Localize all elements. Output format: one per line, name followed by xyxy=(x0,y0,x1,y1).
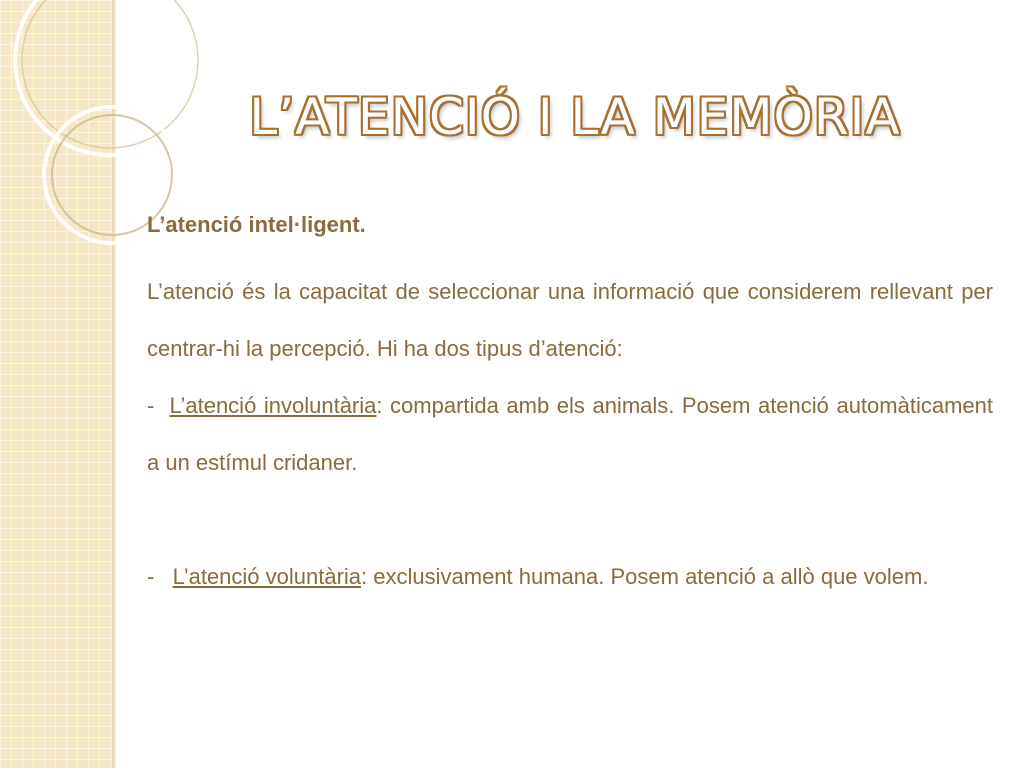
section-subtitle: L’atenció intel·ligent. xyxy=(147,212,366,237)
slide-title: L’ATENCIÓ I LA MEMÒRIA xyxy=(249,88,901,146)
intro-paragraph: L’atenció és la capacitat de seleccionar una informació que considerem rellevant per centrar-hi la percepció. Hi ha dos tipus d’atenció: xyxy=(147,279,993,361)
slide-content xyxy=(147,205,993,605)
list-item-voluntary xyxy=(147,548,993,605)
spacer xyxy=(147,491,993,548)
bullet-dash: - xyxy=(147,393,155,418)
term-involuntary: L’atenció involuntària xyxy=(169,393,377,418)
item-text: : exclusivament humana. Posem atenció a allò que volem. xyxy=(361,564,929,589)
list-item-involuntary xyxy=(147,377,993,491)
term-voluntary: L’atenció voluntària xyxy=(172,564,362,589)
item-text: : compartida amb els animals. Posem atenció automàticament a un estímul cridaner. xyxy=(147,393,993,475)
bullet-dash: - xyxy=(147,564,155,589)
